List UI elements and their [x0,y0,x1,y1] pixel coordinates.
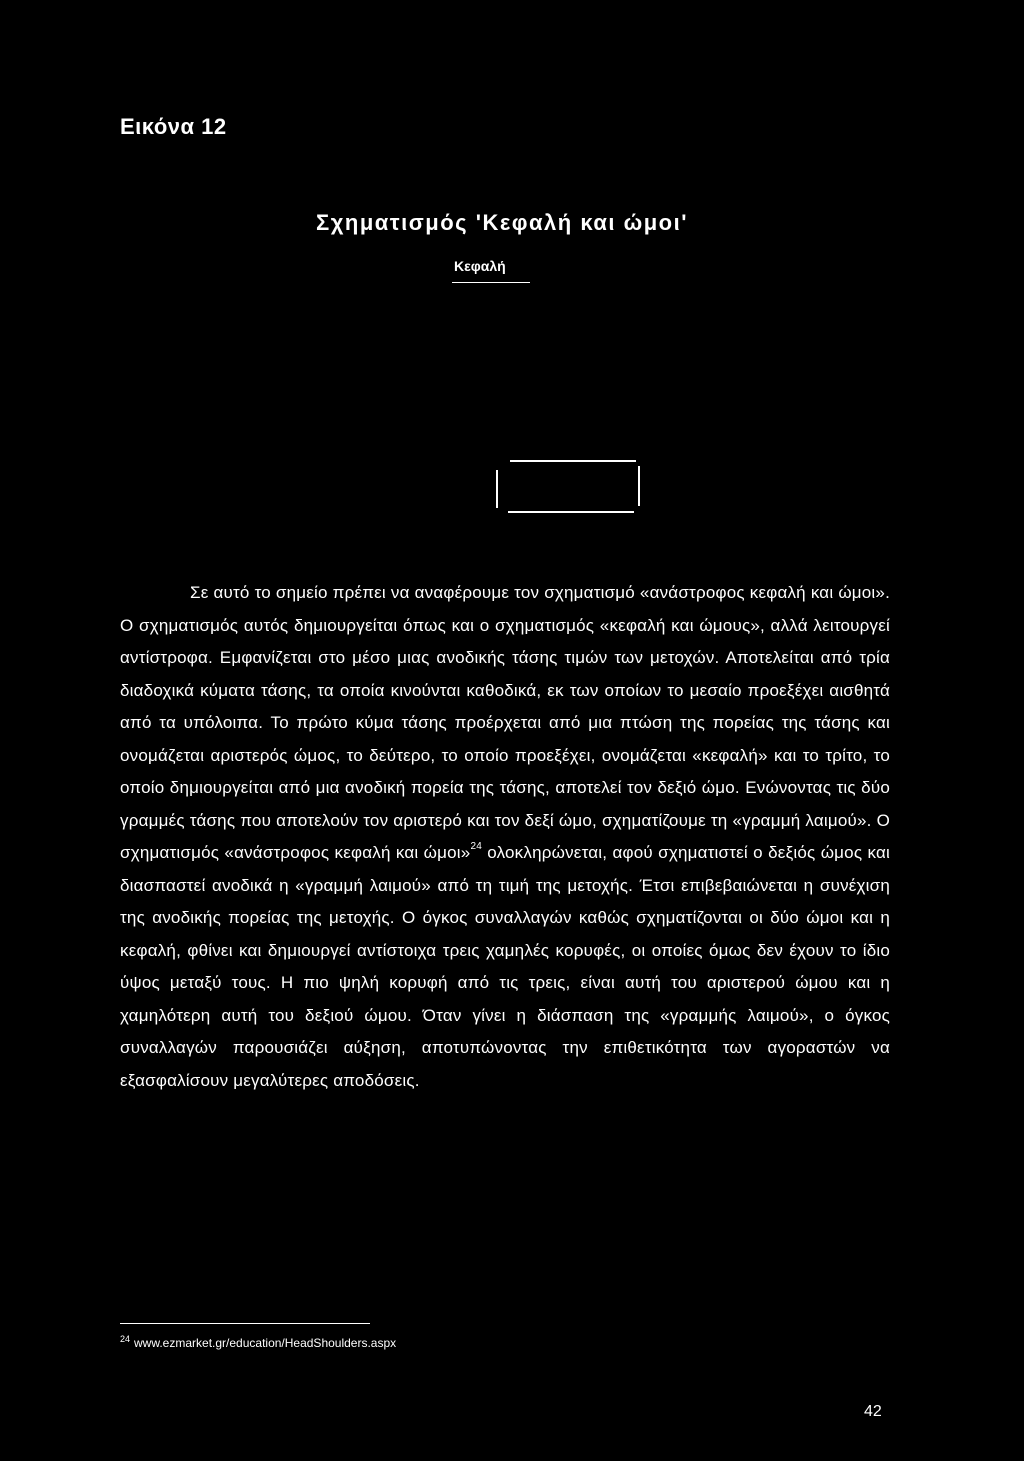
footnote-text: www.ezmarket.gr/education/HeadShoulders.aspx [134,1336,397,1350]
figure-box-top-line [510,460,636,462]
body-paragraph [120,577,890,1097]
figure-box-right-line [638,466,640,506]
figure-head-label: Κεφαλή [454,258,506,274]
footnote-separator [120,1323,370,1324]
footnote-reference: 24 [470,841,482,852]
footnote-number: 24 [120,1334,131,1344]
figure-head-underline [452,282,530,283]
footnote [120,1334,396,1350]
figure-label: Εικόνα 12 [120,114,227,139]
body-text-part-1: Σε αυτό το σημείο πρέπει να αναφέρουμε τον σχηματισμό «ανάστροφος κεφαλή και ώμοι». Ο σχηματισμός αυτός δημιουργείται όπως και ο σχηματισμός «κεφαλή και ώμους», αλλά λειτουργεί αντίστροφα. Εμφανίζεται στο μέσο μιας ανοδικής τάσης τιμών των μετοχών. Αποτελείται από τρία διαδοχικά κύματα τάσης, τα οποία κινούνται καθοδικά, εκ των οποίων το μεσαίο προεξέχει αισθητά από τα υπόλοιπα. Το πρώτο κύμα τάσης προέρχεται από μια πτώση της πορείας της τάσης και ονομάζεται αριστερός ώμος, το δεύτερο, το οποίο προεξέχει, ονομάζεται «κεφαλή» και το τρίτο, το οποίο δημιουργείται από μια ανοδική πορεία της τάσης, αποτελεί τον δεξιό ώμο. Ενώνοντας τις δύο γραμμές τάσης που αποτελούν τον αριστερό και τον δεξί ώμο, σχηματίζουμε τη «γραμμή λαιμού». Ο σχηματισμός «ανάστροφος κεφαλή και ώμοι» [120,583,890,862]
figure-title [0,210,1024,236]
figure-title-text: Σχηματισμός 'Κεφαλή και ώμοι' [316,210,688,235]
body-text-part-2: ολοκληρώνεται, αφού σχηματιστεί ο δεξιός ώμος και διασπαστεί ανοδικά η «γραμμή λαιμού» από τη τιμή της μετοχής. Έτσι επιβεβαιώνεται η συνέχιση της ανοδικής πορείας της μετοχής. Ο όγκος συναλλαγών καθώς σχηματίζονται οι δύο ώμοι και η κεφαλή, φθίνει και δημιουργεί αντίστοιχα τρεις χαμηλές κορυφές, οι οποίες όμως δεν έχουν το ίδιο ύψος μεταξύ τους. Η πιο ψηλή κορυφή από τις τρεις, είναι αυτή του αριστερού ώμου και η χαμηλότερη αυτή του δεξιού ώμου. Όταν γίνει η διάσπαση της «γραμμής λαιμού», ο όγκος συναλλαγών παρουσιάζει αύξηση, αποτυπώνοντας την επιθετικότητα των αγοραστών να εξασφαλίσουν μεγαλύτερες αποδόσεις. [120,843,890,1090]
figure-box-left-line [496,470,498,508]
page-number: 42 [864,1403,882,1420]
figure-box-bottom-line [508,511,634,513]
